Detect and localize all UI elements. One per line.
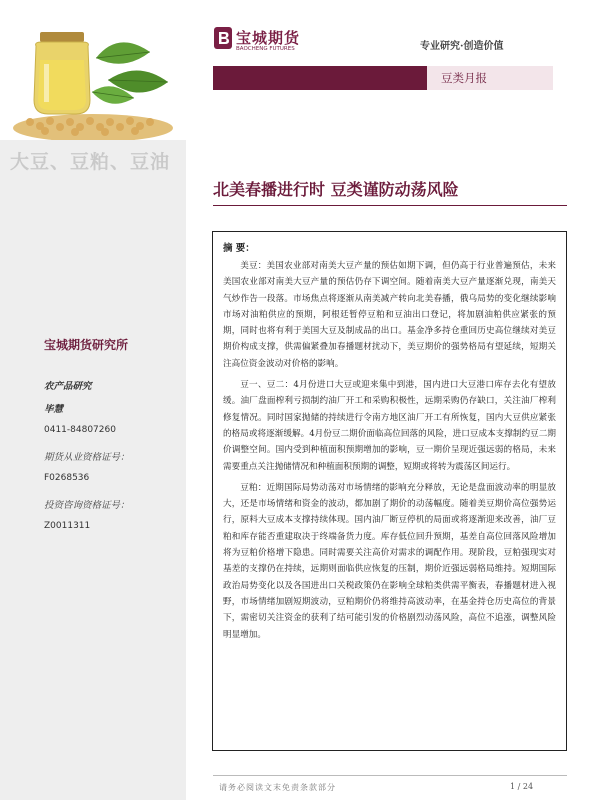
summary-paragraph-domestic-soybean: 豆一、豆二：4月份进口大豆或迎来集中到港，国内进口大豆港口库存去化有望放缓。油厂盘面榨利亏损制约油厂开工和采购积极性，远期采购仍存缺口，关注油厂榨利修复情况。同时国家抛储的持续进行令南方地区油厂开工有所恢复，国内大豆供应紧张的格局或将逐渐缓解。4月份豆二期价面临高位回落的风险，进口豆成本支撑制约豆二期价调整空间。国内受到种植面积预期增加的影响，豆一期价呈现近强远弱的格局，未来需要重点关注抛储情况和种植面积预期的调整，短期或将转为震荡区间运行。: [223, 380, 556, 472]
sidebar-title: 大豆、豆粕、豆油: [10, 151, 171, 173]
slogan: 专业研究·创造价值: [420, 41, 504, 52]
advisor-label: 投资咨询资格证号：: [44, 500, 130, 511]
analyst-name: 毕慧: [44, 404, 64, 415]
summary-label: 摘 要：: [223, 243, 255, 254]
summary-paragraph-soymeal: 豆粕：近期国际局势动荡对市场情绪的影响充分释放，无论是盘面波动率的明显放大，还是市场情绪和资金的波动，都加剧了期价的动荡幅度。随着美豆期价高位强势运行，原料大豆成本支撑持续体现。国内油厂断豆停机的局面或将逐渐迎来改善，油厂豆粕和库存能否重建取决于终端备货力度。库存低位回升预期，基差自高位回落风险增加将为豆粕价格增下隐患。同时需要关注高价对需求的调配作用。现阶段，豆粕强现实对基差的支撑仍在持续，远期则面临供应恢复的压制，期价近强远弱格局维持。短期国际政治局势变化以及各国进出口关税政策仍在影响全球粕类供需平衡表，春播题材进入视野，市场情绪加剧短期波动，豆粕期价仍将维持高波动率，在基金持仓历史高位的背景下，需密切关注资金的获利了结可能引发的价格剧烈动荡风险，高位不追涨，调整风险明显增加。: [223, 482, 556, 640]
logo-name: 宝城期货: [236, 29, 301, 47]
phone-number: 0411-84807260: [44, 425, 116, 435]
title-divider: [213, 205, 567, 206]
disclaimer-note: 请务必阅读文末免责条款部分: [219, 783, 336, 792]
footer-divider: [213, 775, 567, 776]
soybean-oil-image: [0, 0, 186, 140]
institute-name: 宝城期货研究所: [44, 338, 129, 352]
brand-logo-icon: [213, 26, 233, 54]
page-number: 1 / 24: [510, 782, 534, 791]
cert-label: 期货从业资格证号：: [44, 452, 130, 463]
logo-english: BAOCHENG FUTURES: [236, 46, 295, 52]
sidebar: [0, 0, 186, 800]
advisor-number: Z0011311: [44, 521, 91, 531]
summary-paragraph-us-soybean: 美豆：美国农业部对南美大豆产量的预估如期下调，但仍高于行业普遍预估，未来美国农业部对南美大豆产量的预估仍存下调空间。随着南美大豆产量逐渐兑现，南美天气炒作告一段落。市场焦点将逐渐从南美减产转向北美春播，俄乌局势的变化继续影响市场对油粕供应的预期，阿根廷暂停豆粕和豆油出口登记，将加剧油粕供应紧张的预期，同时也将有利于美国大豆及制成品的出口。基金净多持仓重回历史高位继续对美豆期价构成支撑，供需偏紧叠加春播题材扰动下，美豆期价的强势格局有望延续，短期关注高位资金波动对价格的影响。: [223, 261, 556, 369]
summary-box: [212, 231, 567, 751]
cert-number: F0268536: [44, 473, 90, 483]
report-title: 北美春播进行时 豆类谨防动荡风险: [213, 180, 459, 199]
report-type: 豆类月报: [441, 71, 487, 85]
department: 农产品研究: [44, 381, 92, 392]
